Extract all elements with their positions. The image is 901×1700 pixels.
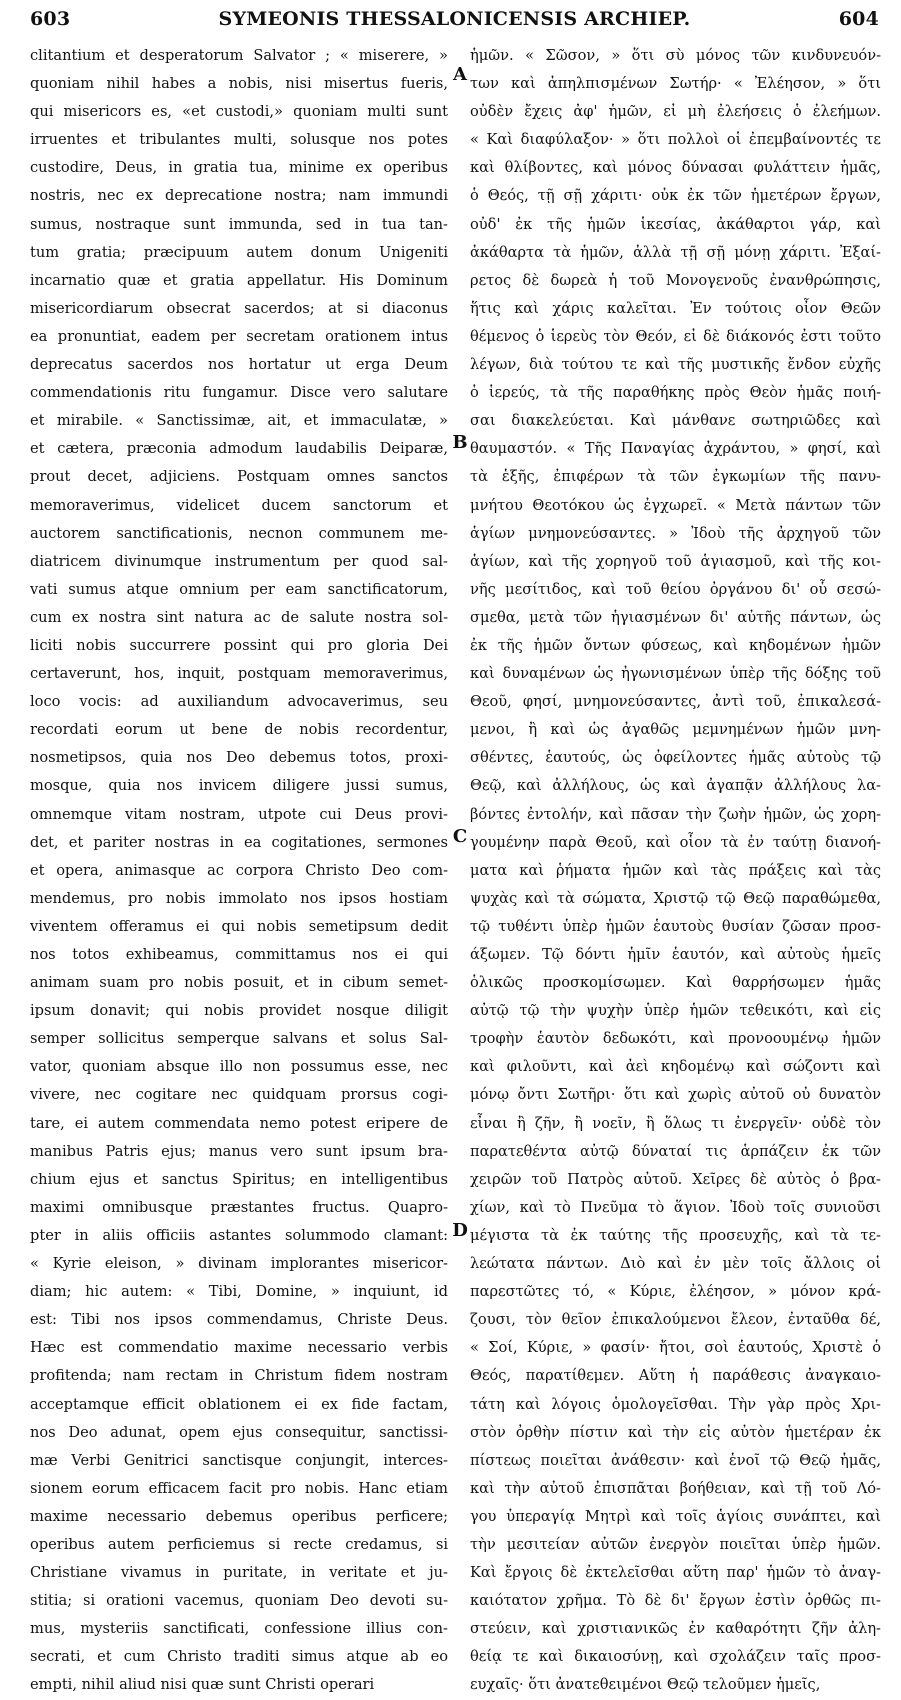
greek-text-line: σμεθα, μετὰ τῶν ἡγιασμένων δι' αὐτῆς πάντων, ὡς <box>470 608 881 626</box>
latin-text-line: irruentes et tribulantes multi, solusque nos potes <box>30 131 448 149</box>
greek-text-line: ὁλικῶς προσκομίσωμεν. Καὶ θαρρήσωμεν ἡμᾶς <box>470 974 881 992</box>
latin-text-line: et cætera, præconia admodum laudabilis Deiparæ, <box>30 440 448 458</box>
latin-text-line: vati sumus atque omnium per eam sanctificatorum, <box>30 580 448 598</box>
latin-text-line: Christiane vivamus in puritate, in veritate et ju- <box>30 1564 448 1582</box>
greek-text-line: στεύειν, καὶ χριστιανικῶς ἐν καθαρότητι ζῆν ἀλη- <box>470 1620 881 1638</box>
greek-text-line: βόντες ἐντολήν, καὶ πᾶσαν τὴν ζωὴν ἡμῶν, ὡς χορη- <box>470 805 881 823</box>
greek-text-line: τῷ τυθέντι ὑπὲρ ἡμῶν ἑαυτοὺς θυσίαν ζῶσαν προσ- <box>470 917 881 935</box>
greek-text-line: ρετος δὲ δωρεὰ ἡ τοῦ Μονογενοῦς ἐνανθρώπησις, <box>470 271 881 289</box>
greek-text-line: Θεῷ, καὶ ἀλλήλους, ὡς καὶ ἀγαπᾷν ἀλλήλους λα- <box>470 777 881 795</box>
latin-text-line: vator, quoniam absque illo non possumus esse, nec <box>30 1058 448 1076</box>
latin-text-line: cum ex nostra sint natura ac de salute nostra sol- <box>30 608 448 626</box>
latin-text-line: tum gratia; præcipuum autem donum Unigeniti <box>30 243 448 261</box>
greek-text-line: τροφὴν ἑαυτὸν δεδωκότι, καὶ προνοουμένῳ ἡμῶν <box>470 1030 881 1048</box>
latin-text-line: acceptamque efficit oblationem ei ex fide factam, <box>30 1395 448 1413</box>
greek-text-line: παρατεθέντα αὐτῷ δύναταί τις ἁρπάζειν ἐκ τῶν <box>470 1142 881 1160</box>
latin-text-line: commendationis ritu fungamur. Disce vero salutare <box>30 384 448 402</box>
latin-text-line: manibus Patris ejus; manus vero sunt ipsum bra- <box>30 1142 448 1160</box>
latin-text-line: vivere, nec cogitare nec quidquam prorsus cogi- <box>30 1086 448 1104</box>
latin-text-line: animam suam pro nobis posuit, et in cibum semet- <box>30 974 448 992</box>
latin-text-line: certaverunt, hos, inquit, postquam memoraverimus, <box>30 665 448 683</box>
greek-text-line: θείᾳ τε καὶ δικαιοσύνῃ, καὶ σχολάζειν ταῖς προσ- <box>470 1648 881 1666</box>
greek-text-line: χειρῶν τοῦ Πατρὸς αὐτοῦ. Χεῖρες δὲ αὐτὸς ὁ βρα- <box>470 1170 881 1188</box>
latin-text-line: nosmetipsos, quia nos Deo debemus totos, proxi- <box>30 749 448 767</box>
greek-text-line: Θεός, παρατίθεμεν. Αὕτη ἡ παράθεσις ἀναγκαιο- <box>470 1367 881 1385</box>
greek-text-line: μνήτου Θεοτόκου ὡς ἐγχωρεῖ. « Μετὰ πάντων τῶν <box>470 496 881 514</box>
latin-text-line: operibus autem perficiemus si recte credamus, si <box>30 1535 448 1553</box>
greek-text-line: ἀκάθαρτα τὰ ἡμῶν, ἀλλὰ τῇ σῇ μόνῃ χάριτι. Ἐξαί- <box>470 243 881 261</box>
latin-text-line: deprecatus sacerdos nos hortatur ut erga Deum <box>30 356 448 374</box>
latin-text-line: sumus, nostraque sunt immunda, sed in tua tan- <box>30 215 448 233</box>
latin-text-line: pter in aliis officiis astantes solummodo clamant: <box>30 1226 448 1244</box>
greek-text-line: ματα καὶ ῥήματα ἡμῶν καὶ τὰς πράξεις καὶ τὰς <box>470 861 881 879</box>
greek-text-line: Καὶ ἔργοις δὲ ἐκτελεῖσθαι αὕτη παρ' ἡμῶν τὸ ἀναγ- <box>470 1564 881 1582</box>
latin-text-line: « Kyrie eleison, » divinam implorantes misericor- <box>30 1255 448 1273</box>
latin-text-line: mæ Verbi Genitrici sanctisque conjungit, interces- <box>30 1451 448 1469</box>
greek-text-line: ἁγίων μνημονεύσαντες. » Ἰδοὺ τῆς ἀρχηγοῦ τῶν <box>470 524 881 542</box>
greek-column <box>470 42 881 1700</box>
latin-text-line: det, et pariter nostras in ea cogitationes, sermones <box>30 833 448 851</box>
latin-text-line: loco vocis: ad auxiliandum advocaverimus, seu <box>30 693 448 711</box>
latin-text-line: est: Tibi nos ipsos commendamus, Christe Deus. <box>30 1311 448 1329</box>
page-number-left: 603 <box>30 8 71 30</box>
latin-text-line: qui misericors es, «et custodi,» quoniam multi sunt <box>30 103 448 121</box>
latin-text-line: ea pronuntiat, eadem per secretam orationem intus <box>30 327 448 345</box>
greek-text-line: αὐτῷ τῷ τὴν ψυχὴν ὑπὲρ ἡμῶν τεθεικότι, καὶ εἰς <box>470 1002 881 1020</box>
greek-text-line: ὁ Θεός, τῇ σῇ χάριτι· οὐκ ἐκ τῶν ἡμετέρων ἔργων, <box>470 187 881 205</box>
greek-text-line: μενοι, ἢ καὶ ὡς ἀγαθῶς μεμνημένων ἡμῶν μνη- <box>470 721 881 739</box>
greek-text-line: « Καὶ διαφύλαξον· » ὅτι πολλοὶ οἱ ἐπεμβαίνοντές τε <box>470 131 881 149</box>
latin-text-line: Hæc est commendatio maxime necessario verbis <box>30 1339 448 1357</box>
section-marker-b: B <box>452 432 468 453</box>
greek-text-line: Θεοῦ, φησί, μνημονεύσαντες, ἀντὶ τοῦ, ἐπικαλεσά- <box>470 693 881 711</box>
greek-text-line: σθέντες, ἑαυτούς, ὡς ὀφείλοντες ἡμᾶς αὐτοὺς τῷ <box>470 749 881 767</box>
greek-text-line: καιότατον χρῆμα. Τὸ δὲ δι' ἔργων ἐστὶν ὀρθῶς πι- <box>470 1592 881 1610</box>
latin-text-line: viventem offeramus ei qui nobis semetipsum dedit <box>30 917 448 935</box>
greek-text-line: λέγων, διὰ τούτου τε καὶ τῆς μυστικῆς ἔνδον εὐχῆς <box>470 356 881 374</box>
latin-text-line: et mirabile. « Sanctissimæ, ait, et immaculatæ, » <box>30 412 448 430</box>
latin-text-line: secrati, et cum Christo traditi simus atque ab eo <box>30 1648 448 1666</box>
greek-text-line: ζουσι, τὸν θεῖον ἐπικαλούμενοι ἔλεον, ἐνταῦθα δέ, <box>470 1311 881 1329</box>
greek-text-line: ἥτις καὶ χάρις καλεῖται. Ἐν τούτοις οἶον Θεῶν <box>470 299 881 317</box>
greek-text-line: γου ὑπεραγίᾳ Μητρὶ καὶ τοῖς ἁγίοις συνάπτει, καὶ <box>470 1507 881 1525</box>
latin-text-line: omnemque vitam nostram, utpote cui Deus provi- <box>30 805 448 823</box>
section-marker-a: A <box>453 64 467 85</box>
page-number-right: 604 <box>838 8 879 30</box>
latin-text-line: recordati eorum ut bene de nobis recordentur, <box>30 721 448 739</box>
latin-text-line: incarnatio quæ et gratia appellatur. His Dominum <box>30 271 448 289</box>
latin-text-line: tare, ei autem commendata nemo potest eripere de <box>30 1114 448 1132</box>
running-title: SYMEONIS THESSALONICENSIS ARCHIEP. <box>218 8 691 30</box>
greek-text-line: ευχαῖς· ὅτι ἀνατεθειμένοι Θεῷ τελοῦμεν ἡμεῖς, <box>470 1676 821 1694</box>
latin-text-line: mus, mysteriis sanctificati, confessione illius con- <box>30 1620 448 1638</box>
latin-text-line: diam; hic autem: « Tibi, Domine, » inquiunt, id <box>30 1283 448 1301</box>
latin-text-line: chium ejus et sanctus Spiritus; en intelligentibus <box>30 1170 448 1188</box>
greek-text-line: οὐδ' ἐκ τῆς ἡμῶν ἱκεσίας, ἀκάθαρτοι γάρ, καὶ <box>470 215 881 233</box>
latin-text-line: nos Deo adunat, opem ejus consequitur, sanctissi- <box>30 1423 448 1441</box>
latin-text-line: stitia; si orationi vacemus, quoniam Deo devoti su- <box>30 1592 448 1610</box>
latin-text-line: prout decet, adjiciens. Postquam omnes sanctos <box>30 468 448 486</box>
greek-text-line: μόνῳ ὄντι Σωτῆρι· ὅτι καὶ χωρὶς αὐτοῦ οὐ δυνατὸν <box>470 1086 881 1104</box>
latin-text-line: memoraverimus, videlicet ducem sanctorum et <box>30 496 448 514</box>
latin-text-line: ipsum donavit; qui nobis providet nosque diligit <box>30 1002 448 1020</box>
section-marker-d: D <box>452 1220 468 1241</box>
greek-text-line: νῆς μεσίτιδος, καὶ τοῦ θείου ὀργάνου δι' οὗ σεσώ- <box>470 580 881 598</box>
latin-text-line: quoniam nihil habes a nobis, nisi misertus fueris, <box>30 75 448 93</box>
greek-text-line: ἐκ τῆς ἡμῶν ὄντων φύσεως, καὶ κηδομένων ἡμῶν <box>470 636 881 654</box>
greek-text-line: παρεστῶτες τό, « Κύριε, ἐλέησον, » μόνον κρά- <box>470 1283 881 1301</box>
greek-text-line: θέμενος ὁ ἱερεὺς τὸν Θεόν, εἰ δὲ διάκονός ἐστι τοῦτο <box>470 327 881 345</box>
greek-text-line: καὶ τὴν αὐτοῦ ἐπισπᾶται βοήθειαν, καὶ τῇ τοῦ Λό- <box>470 1479 881 1497</box>
latin-text-line: maxime necessario debemus operibus perficere; <box>30 1507 448 1525</box>
latin-text-line: et opera, animasque ac corpora Christo Deo com- <box>30 861 448 879</box>
latin-text-line: clitantium et desperatorum Salvator ; « miserere, » <box>30 47 448 64</box>
greek-text-line: τὴν μεσιτείαν αὐτῶν ἐνεργὸν ποιεῖται ὑπὲρ ἡμῶν. <box>470 1535 881 1553</box>
latin-text-line: semper sollicitus semperque salvans et solus Sal- <box>30 1030 448 1048</box>
greek-text-line: χίων, καὶ τὸ Πνεῦμα τὸ ἅγιον. Ἰδοὺ τοῖς συνιοῦσι <box>470 1198 881 1216</box>
latin-text-line: diatricem divinumque instrumentum per quod sal- <box>30 552 448 570</box>
latin-text-line: empti, nihil aliud nisi quæ sunt Christi operari <box>30 1676 375 1694</box>
latin-text-line: misericordiarum obsecrat sacerdos; at si diaconus <box>30 299 448 317</box>
greek-text-line: ἁγίων, καὶ τῆς χορηγοῦ τοῦ ἁγιασμοῦ, καὶ τῆς κοι- <box>470 552 881 570</box>
greek-text-line: ὁ ἱερεύς, τὰ τῆς παραθήκης πρὸς Θεὸν ἡμᾶς ποιή- <box>470 384 881 402</box>
greek-text-line: στὸν ὀρθὴν πίστιν καὶ τὴν εἰς αὐτὸν ἡμετέραν ἐκ <box>470 1423 881 1441</box>
greek-text-line: « Σοί, Κύριε, » φασίν· ἤτοι, σοὶ ἑαυτούς, Χριστὲ ὁ <box>470 1339 881 1357</box>
running-header <box>30 8 879 40</box>
greek-text-line: θαυμαστόν. « Τῆς Παναγίας ἀχράντου, » φησί, καὶ <box>470 440 881 458</box>
greek-text-line: οὐδὲν ἔχεις ἀφ' ἡμῶν, εἰ μὴ ἐλεήσεις ὁ ἐλεήμων. <box>470 103 881 121</box>
latin-column <box>30 42 448 1700</box>
latin-text-line: mosque, quia nos invicem diligere jussi sumus, <box>30 777 448 795</box>
greek-text-line: καὶ δυναμένων ὡς ἠγωνισμένων ὑπὲρ τῆς δόξης τοῦ <box>470 665 881 683</box>
greek-text-line: τάτη καὶ λόγοις ὁμολογεῖσθαι. Τὴν γὰρ πρὸς Χρι- <box>470 1395 881 1413</box>
greek-text-line: λεώτατα πάντων. Διὸ καὶ ἐν μὲν τοῖς ἄλλοις οἱ <box>470 1255 881 1273</box>
latin-text-line: custodire, Deus, in gratia tua, minime ex operibus <box>30 159 448 177</box>
latin-text-line: sionem eorum efficacem facit pro nobis. Hanc etiam <box>30 1479 448 1497</box>
greek-text-line: εἶναι ἢ ζῆν, ἢ νοεῖν, ἢ ὅλως τι ἐνεργεῖν· οὐδὲ τὸν <box>470 1114 881 1132</box>
greek-text-line: τὰ ἑξῆς, ἐπιφέρων τὰ τῶν ἐγκωμίων τῆς πανυ- <box>470 468 881 486</box>
greek-text-line: γουμένην παρὰ Θεοῦ, καὶ οἷον τὰ ἐν ταύτῃ διανοή- <box>470 833 881 851</box>
greek-text-line: μέγιστα τὰ ἐκ ταύτης τῆς προσευχῆς, καὶ τὰ τε- <box>470 1226 881 1244</box>
latin-text-line: liciti nobis succurrere possint qui pro gloria Dei <box>30 636 448 654</box>
latin-text-line: profitenda; nam rectam in Christum fidem nostram <box>30 1367 448 1385</box>
section-marker-c: C <box>452 826 468 847</box>
latin-text-line: mendemus, pro nobis immolato nos ipsos hostiam <box>30 889 448 907</box>
greek-text-line: καὶ θλίβοντες, καὶ μόνος δύνασαι φυλάττειν ἡμᾶς, <box>470 159 881 177</box>
greek-text-line: ψυχὰς καὶ τὰ σώματα, Χριστῷ τῷ Θεῷ παραθώμεθα, <box>470 889 881 907</box>
greek-text-line: ἡμῶν. « Σῶσον, » ὅτι σὺ μόνος τῶν κινδυνευόν- <box>470 47 881 64</box>
latin-text-line: nos totos exhibeamus, committamus nos ei qui <box>30 946 448 963</box>
greek-text-line: των καὶ ἀπηλπισμένων Σωτήρ· « Ἐλέησον, » ὅτι <box>470 75 881 93</box>
greek-text-line: πίστεως ποιεῖται ἀνάθεσιν· καὶ ἑνοῖ τῷ Θεῷ ἡμᾶς, <box>470 1451 881 1469</box>
greek-text-line: καὶ φιλοῦντι, καὶ ἀεὶ κηδομένῳ καὶ σώζοντι καὶ <box>470 1058 881 1076</box>
latin-text-line: nostris, nec ex deprecatione nostra; nam immundi <box>30 187 448 205</box>
latin-text-line: auctorem sanctificationis, necnon communem me- <box>30 524 448 542</box>
greek-text-line: άξωμεν. Τῷ δόντι ἡμῖν ἑαυτόν, καὶ αὐτοὺς ἡμεῖς <box>470 946 881 963</box>
greek-text-line: σαι διακελεύεται. Καὶ μάνθανε σωτηριῶδες καὶ <box>470 412 881 430</box>
latin-text-line: maximi omnibusque præstantes fructus. Quapro- <box>30 1198 448 1216</box>
